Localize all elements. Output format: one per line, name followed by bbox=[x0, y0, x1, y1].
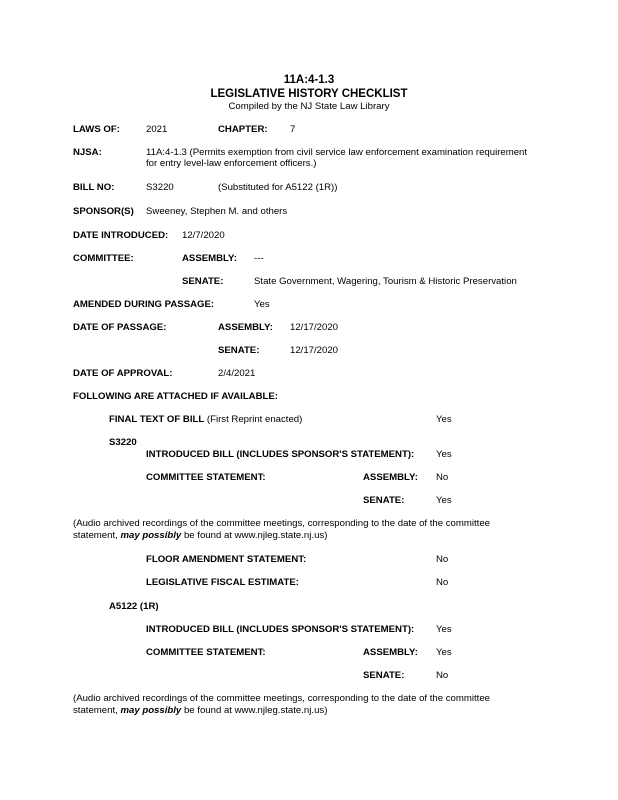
committee-assembly-label: ASSEMBLY: bbox=[182, 253, 237, 264]
audio-note-prefix: statement, bbox=[73, 705, 118, 716]
njsa-line-1: 11A:4-1.3 (Permits exemption from civil service law enforcement examination requirement bbox=[146, 147, 528, 158]
date-introduced-label: DATE INTRODUCED: bbox=[73, 230, 169, 241]
chapter-label: CHAPTER: bbox=[218, 124, 268, 135]
audio-note-2-line-1: (Audio archived recordings of the committee meetings, corresponding to the date of the committee bbox=[73, 693, 491, 704]
audio-note-emphasis: may possibly bbox=[120, 705, 182, 716]
amended-label: AMENDED DURING PASSAGE: bbox=[73, 299, 215, 310]
njsa-label: NJSA: bbox=[73, 147, 102, 158]
amended-value: Yes bbox=[254, 299, 270, 310]
a5122-assembly-value: Yes bbox=[436, 647, 452, 658]
audio-note-1-line-2 bbox=[73, 530, 327, 542]
chapter-value: 7 bbox=[290, 124, 296, 135]
s3220-senate-label: SENATE: bbox=[363, 495, 405, 506]
a5122-heading: A5122 (1R) bbox=[109, 601, 159, 612]
final-text-row bbox=[109, 414, 302, 426]
passage-senate-label: SENATE: bbox=[218, 345, 260, 356]
sponsors-label: SPONSOR(S) bbox=[73, 206, 134, 217]
s3220-introduced-value: Yes bbox=[436, 449, 452, 460]
a5122-assembly-label: ASSEMBLY: bbox=[363, 647, 418, 658]
audio-note-prefix: statement, bbox=[73, 530, 118, 541]
bill-no-value: S3220 bbox=[146, 182, 174, 193]
a5122-senate-label: SENATE: bbox=[363, 670, 405, 681]
final-text-note: (First Reprint enacted) bbox=[206, 414, 303, 425]
document-code: 11A:4-1.3 bbox=[283, 74, 335, 86]
date-introduced-value: 12/7/2020 bbox=[182, 230, 225, 241]
committee-senate-label: SENATE: bbox=[182, 276, 224, 287]
document-title: LEGISLATIVE HISTORY CHECKLIST bbox=[210, 88, 408, 100]
audio-note-suffix: be found at www.njleg.state.nj.us) bbox=[183, 705, 328, 716]
sponsors-value: Sweeney, Stephen M. and others bbox=[146, 206, 288, 217]
laws-of-label: LAWS OF: bbox=[73, 124, 120, 135]
laws-of-value: 2021 bbox=[146, 124, 168, 135]
s3220-assembly-label: ASSEMBLY: bbox=[363, 472, 418, 483]
a5122-introduced-value: Yes bbox=[436, 624, 452, 635]
committee-senate-value: State Government, Wagering, Tourism & Historic Preservation bbox=[254, 276, 517, 287]
audio-note-emphasis: may possibly bbox=[120, 530, 182, 541]
a5122-senate-value: No bbox=[436, 670, 449, 681]
compiled-by: Compiled by the NJ State Law Library bbox=[228, 101, 390, 112]
s3220-assembly-value: No bbox=[436, 472, 449, 483]
committee-label: COMMITTEE: bbox=[73, 253, 134, 264]
s3220-introduced-label: INTRODUCED BILL (INCLUDES SPONSOR'S STATEMENT): bbox=[146, 449, 415, 460]
bill-no-label: BILL NO: bbox=[73, 182, 115, 193]
approval-value: 2/4/2021 bbox=[218, 368, 256, 379]
fiscal-estimate-label: LEGISLATIVE FISCAL ESTIMATE: bbox=[146, 577, 299, 588]
final-text-value: Yes bbox=[436, 414, 452, 425]
approval-label: DATE OF APPROVAL: bbox=[73, 368, 173, 379]
a5122-introduced-label: INTRODUCED BILL (INCLUDES SPONSOR'S STATEMENT): bbox=[146, 624, 415, 635]
audio-note-1-line-1: (Audio archived recordings of the committee meetings, corresponding to the date of the committee bbox=[73, 518, 491, 529]
committee-assembly-value: --- bbox=[254, 253, 264, 264]
s3220-heading: S3220 bbox=[109, 437, 137, 448]
a5122-committee-label: COMMITTEE STATEMENT: bbox=[146, 647, 266, 658]
floor-amendment-value: No bbox=[436, 554, 449, 565]
audio-note-suffix: be found at www.njleg.state.nj.us) bbox=[183, 530, 328, 541]
following-heading: FOLLOWING ARE ATTACHED IF AVAILABLE: bbox=[73, 391, 278, 402]
passage-senate-value: 12/17/2020 bbox=[290, 345, 339, 356]
s3220-senate-value: Yes bbox=[436, 495, 452, 506]
passage-assembly-value: 12/17/2020 bbox=[290, 322, 339, 333]
bill-substituted: (Substituted for A5122 (1R)) bbox=[218, 182, 338, 193]
passage-label: DATE OF PASSAGE: bbox=[73, 322, 167, 333]
final-text-label: FINAL TEXT OF BILL bbox=[109, 414, 205, 425]
s3220-committee-label: COMMITTEE STATEMENT: bbox=[146, 472, 266, 483]
passage-assembly-label: ASSEMBLY: bbox=[218, 322, 273, 333]
fiscal-estimate-value: No bbox=[436, 577, 449, 588]
njsa-line-2: for entry level-law enforcement officers.) bbox=[146, 158, 317, 169]
floor-amendment-label: FLOOR AMENDMENT STATEMENT: bbox=[146, 554, 307, 565]
audio-note-2-line-2 bbox=[73, 705, 327, 717]
